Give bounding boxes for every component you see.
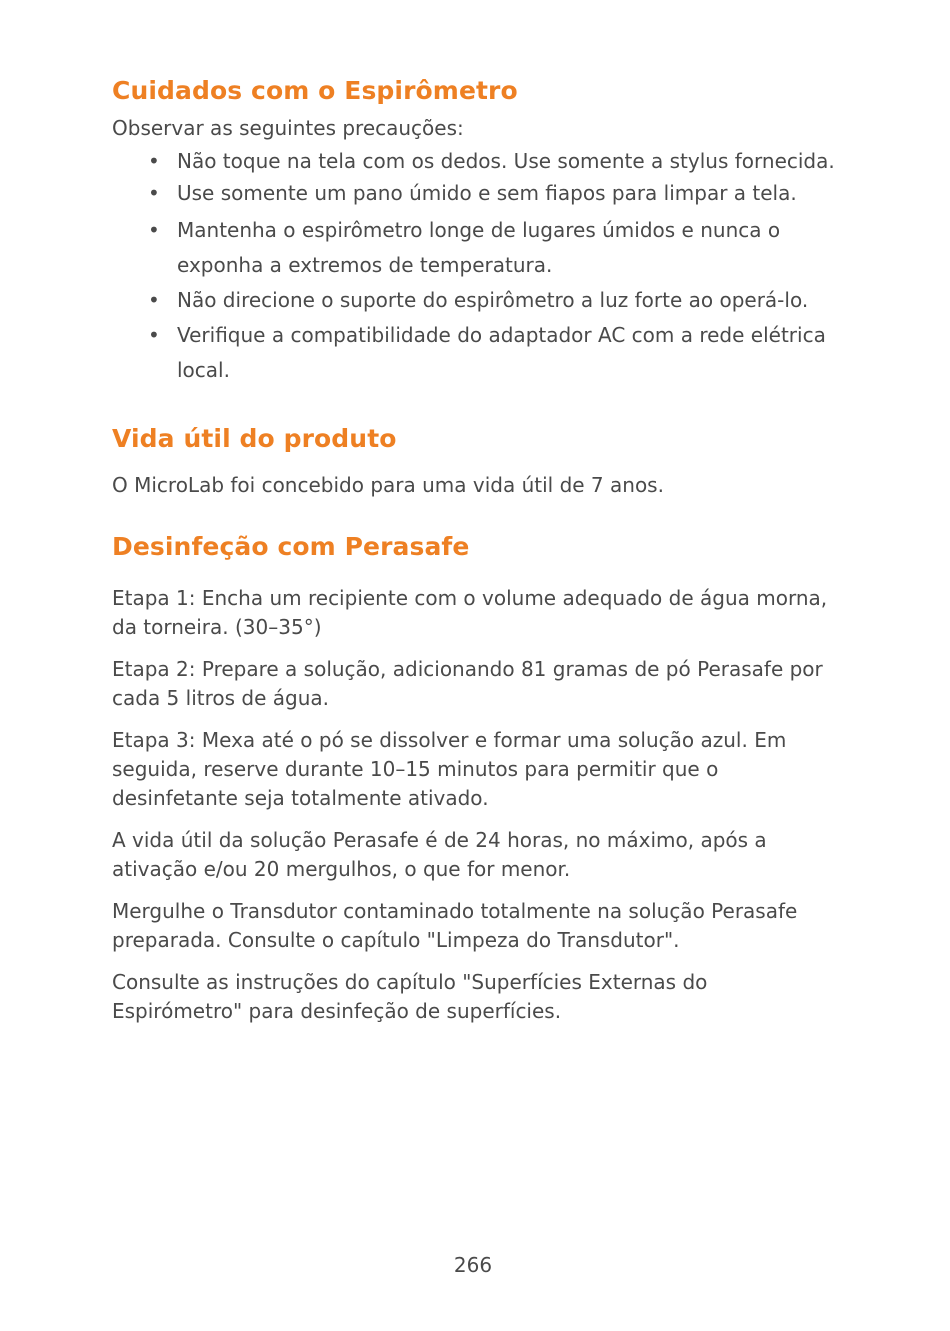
page-number: 266 <box>453 1253 493 1277</box>
list-item-text: Não toque na tela com os dedos. Use somente a stylus fornecida. <box>177 149 835 173</box>
disinfection-step-3: Etapa 3: Mexa até o pó se dissolver e formar uma solução azul. Em seguida, reserve durante 10–15 minutos para permitir que o desinfetante seja totalmente ativado. <box>112 728 787 810</box>
disinfection-solution-life: A vida útil da solução Perasafe é de 24 horas, no máximo, após a ativação e/ou 20 mergulhos, o que for menor. <box>112 828 767 881</box>
list-item <box>112 318 842 388</box>
list-item <box>112 181 842 206</box>
list-item-text: Verifique a compatibilidade do adaptador AC com a rede elétrica local. <box>177 323 826 382</box>
page-content <box>112 72 842 1026</box>
bullet-icon: • <box>148 218 160 242</box>
care-intro: Observar as seguintes precauções: <box>112 116 464 140</box>
heading-care: Cuidados com o Espirômetro <box>112 76 518 105</box>
disinfection-step-2: Etapa 2: Prepare a solução, adicionando 81 gramas de pó Perasafe por cada 5 litros de água. <box>112 657 823 710</box>
list-item <box>112 283 842 318</box>
bullet-icon: • <box>148 181 160 205</box>
list-item-text: Não direcione o suporte do espirômetro a luz forte ao operá-lo. <box>177 288 809 312</box>
list-item <box>112 149 842 174</box>
disinfection-surfaces: Consulte as instruções do capítulo "Superfícies Externas do Espirómetro" para desinfeção de superfícies. <box>112 970 708 1023</box>
heading-disinfection: Desinfeção com Perasafe <box>112 532 470 561</box>
bullet-icon: • <box>148 323 160 347</box>
bullet-icon: • <box>148 288 160 312</box>
lifetime-text: O MicroLab foi concebido para uma vida útil de 7 anos. <box>112 473 664 497</box>
care-list <box>112 149 842 388</box>
disinfection-step-1: Etapa 1: Encha um recipiente com o volume adequado de água morna, da torneira. (30–35°) <box>112 586 828 639</box>
list-item-text: Use somente um pano úmido e sem fiapos para limpar a tela. <box>177 181 797 205</box>
bullet-icon: • <box>148 149 160 173</box>
list-item-text: Mantenha o espirômetro longe de lugares úmidos e nunca o exponha a extremos de temperatura. <box>177 218 781 277</box>
heading-lifetime: Vida útil do produto <box>112 424 397 453</box>
list-item <box>112 213 842 283</box>
disinfection-immerse: Mergulhe o Transdutor contaminado totalmente na solução Perasafe preparada. Consulte o capítulo "Limpeza do Transdutor". <box>112 899 798 952</box>
